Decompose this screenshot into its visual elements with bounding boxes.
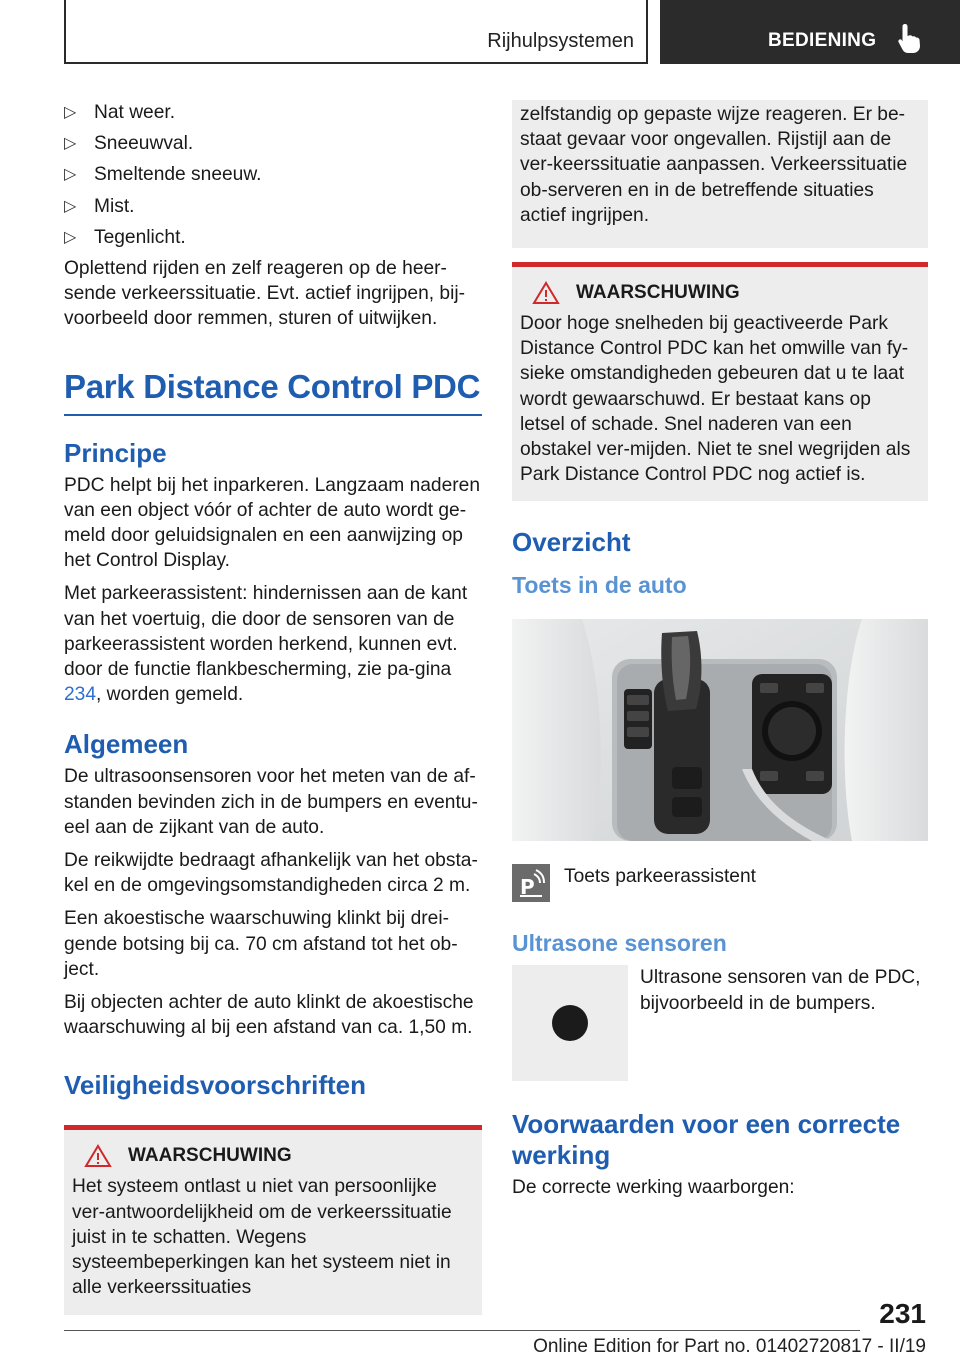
center-console-photo xyxy=(512,619,928,841)
warning-text: Door hoge snelheden bij geactiveerde Park Distance Control PDC kan het omwille van fy-sieke omstandigheden gebeuren dat u te laat wordt gewaarschuwd. Er bestaat kans op letsel of schade. Snel naderen van een obstakel ver-mijden. Niet te snel wegrijden als Park Distance Control PDC nog actief is. xyxy=(520,313,911,486)
algemeen-paragraph-3: Een akoestische waarschuwing klinkt bij drei-gende botsing bij ca. 70 cm afstand tot het ob-ject. xyxy=(64,908,458,980)
triangle-bullet-icon: ▷ xyxy=(64,228,77,246)
list-item: ▷ Nat weer. xyxy=(64,100,482,125)
algemeen-heading: Algemeen xyxy=(64,729,189,760)
triangle-bullet-icon: ▷ xyxy=(64,166,77,184)
pdc-heading: Park Distance Control PDC xyxy=(64,368,482,416)
overzicht-heading: Overzicht xyxy=(512,527,631,558)
warning-box-continued xyxy=(512,100,928,248)
toets-caption-row xyxy=(512,864,928,902)
chapter-title: BEDIENING xyxy=(768,30,877,51)
triangle-bullet-icon: ▷ xyxy=(64,135,77,153)
principe-paragraph-1: PDC helpt bij het inparkeren. Langzaam naderen van een object vóór of achter de auto wordt ge-meld door geluidsignalen en een aanwijzing op het Control Display. xyxy=(64,474,480,572)
toets-caption: Toets parkeerassistent xyxy=(564,866,756,888)
warning-text-continued: zelfstandig op gepaste wijze reageren. Er be-staat gevaar voor ongevallen. Rijstijl aan de ver-keerssituatie aanpassen. Verkeerssituatie ob-serveren en in de betreffende situaties actief ingrijpen. xyxy=(520,104,908,226)
page-link[interactable]: 234 xyxy=(64,684,97,706)
header-section-box xyxy=(64,0,648,64)
condition-list xyxy=(64,100,482,250)
left-column xyxy=(64,100,482,1315)
principe-heading: Principe xyxy=(64,437,167,468)
section-title: Rijhulpsystemen xyxy=(487,30,634,52)
footer-divider xyxy=(64,1330,860,1331)
algemeen-paragraph-4: Bij objecten achter de auto klinkt de akoestische waarschuwing al bij een afstand van ca. 1,50 m. xyxy=(64,992,474,1039)
algemeen-paragraph-1: De ultrasoonsensoren voor het meten van de af-standen bevinden zich in de bumpers en eventu-eel aan de zijkant van de auto. xyxy=(64,766,478,838)
warning-box xyxy=(64,1125,482,1314)
triangle-bullet-icon: ▷ xyxy=(64,197,77,215)
voorwaarden-heading: Voorwaarden voor een correcte werking xyxy=(512,1109,901,1171)
right-column xyxy=(512,100,928,1209)
algemeen-paragraph-2: De reikwijdte bedraagt afhankelijk van het obsta-kel en de omgevingsomstandigheden circa 2 m. xyxy=(64,850,478,897)
sensor-image xyxy=(512,965,628,1081)
park-assist-button-icon xyxy=(512,864,550,902)
list-item: ▷ Tegenlicht. xyxy=(64,225,482,250)
ultrasone-heading: Ultrasone sensoren xyxy=(512,930,727,957)
pointing-hand-icon xyxy=(896,22,924,54)
ultrasone-text: Ultrasone sensoren van de PDC, bijvoorbeeld in de bumpers. xyxy=(640,967,921,1014)
veiligheid-heading: Veiligheidsvoorschriften xyxy=(64,1070,366,1101)
warning-title: WAARSCHUWING xyxy=(576,282,740,304)
warning-box xyxy=(512,262,928,501)
warning-title: WAARSCHUWING xyxy=(128,1145,292,1167)
list-item: ▷ Mist. xyxy=(64,194,482,219)
warning-triangle-icon xyxy=(84,1144,112,1168)
footer-edition: Online Edition for Part no. 01402720817 - II/19 xyxy=(533,1336,926,1357)
svg-text:P: P xyxy=(520,875,535,900)
principe-paragraph-2: Met parkeerassistent: hindernissen aan de kant van het voertuig, die door de sensoren van de parkeerassistent worden herkend, kunnen evt. door de functie flankbescherming, zie pa-gina 234, worden gemeld. xyxy=(64,583,468,706)
warning-text: Het systeem ontlast u niet van persoonlijke ver-antwoordelijkheid om de verkeerssituatie juist in te schatten. Wegens systeembeperkingen kan het systeem niet in alle verkeerssituaties xyxy=(72,1176,452,1299)
header-chapter-box xyxy=(660,0,960,64)
voorwaarden-text: De correcte werking waarborgen: xyxy=(512,1177,795,1199)
triangle-bullet-icon: ▷ xyxy=(64,104,77,121)
page-number: 231 xyxy=(879,1298,926,1329)
list-item: ▷ Sneeuwval. xyxy=(64,131,482,156)
ultrasone-row xyxy=(512,965,928,1081)
sensor-dot-icon xyxy=(552,1005,588,1041)
warning-triangle-icon xyxy=(532,281,560,305)
list-item: ▷ Smeltende sneeuw. xyxy=(64,162,482,187)
toets-heading: Toets in de auto xyxy=(512,572,687,599)
intro-paragraph: Oplettend rijden en zelf reageren op de heer-sende verkeerssituatie. Evt. actief ingrijpen, bij-voorbeeld door remmen, sturen of uitwijken. xyxy=(64,258,465,330)
